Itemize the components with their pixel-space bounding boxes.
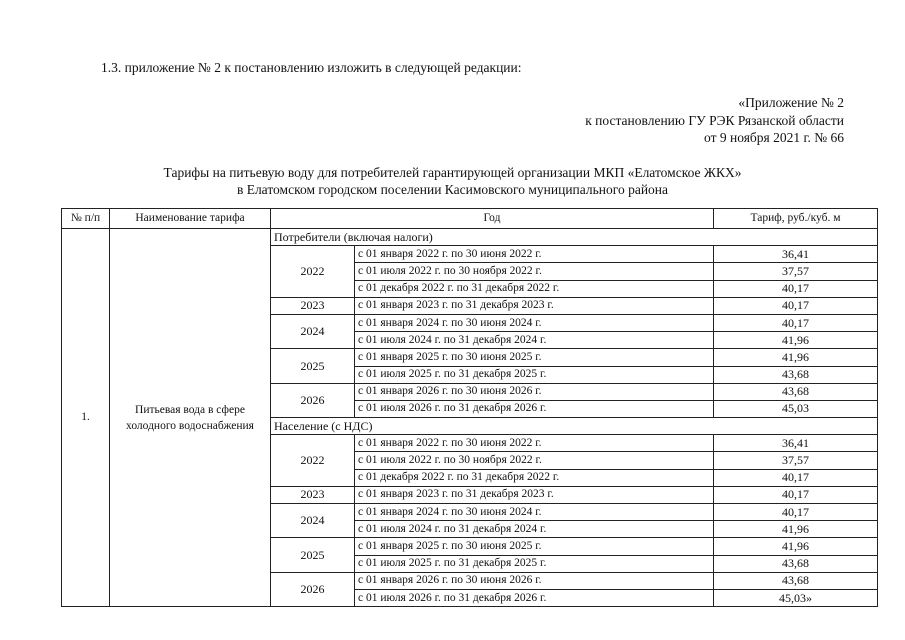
tariff-value-cell: 37,57 bbox=[714, 263, 878, 280]
tariff-value-cell: 40,17 bbox=[714, 504, 878, 521]
tariff-value-cell: 41,96 bbox=[714, 538, 878, 555]
appendix-line-2: к постановлению ГУ РЭК Рязанской области bbox=[585, 112, 844, 128]
year-cell: 2023 bbox=[271, 297, 355, 314]
tariff-value-cell: 43,68 bbox=[714, 366, 878, 383]
year-cell: 2023 bbox=[271, 486, 355, 503]
header-number: № п/п bbox=[62, 209, 110, 229]
year-cell: 2025 bbox=[271, 349, 355, 383]
period-cell: с 01 июля 2025 г. по 31 декабря 2025 г. bbox=[355, 366, 714, 383]
tariff-value-cell: 40,17 bbox=[714, 280, 878, 297]
period-cell: с 01 декабря 2022 г. по 31 декабря 2022 г. bbox=[355, 469, 714, 486]
amendment-intro: 1.3. приложение № 2 к постановлению изложить в следующей редакции: bbox=[101, 60, 522, 75]
tariff-value-cell: 40,17 bbox=[714, 297, 878, 314]
period-cell: с 01 января 2025 г. по 30 июня 2025 г. bbox=[355, 349, 714, 366]
period-cell: с 01 января 2026 г. по 30 июня 2026 г. bbox=[355, 572, 714, 589]
tariff-value-cell: 41,96 bbox=[714, 332, 878, 349]
period-cell: с 01 января 2022 г. по 30 июня 2022 г. bbox=[355, 246, 714, 263]
consumer-group-label: Население (с НДС) bbox=[271, 418, 878, 435]
header-year: Год bbox=[271, 209, 714, 229]
group-row bbox=[62, 229, 878, 246]
tariff-value-cell: 43,68 bbox=[714, 555, 878, 572]
year-cell: 2022 bbox=[271, 435, 355, 487]
year-cell: 2025 bbox=[271, 538, 355, 572]
tariff-value-cell: 40,17 bbox=[714, 469, 878, 486]
period-cell: с 01 декабря 2022 г. по 31 декабря 2022 г. bbox=[355, 280, 714, 297]
tariff-value-cell: 43,68 bbox=[714, 383, 878, 400]
period-cell: с 01 июля 2026 г. по 31 декабря 2026 г. bbox=[355, 589, 714, 606]
year-cell: 2026 bbox=[271, 572, 355, 606]
period-cell: с 01 июля 2022 г. по 30 ноября 2022 г. bbox=[355, 452, 714, 469]
tariff-table bbox=[61, 208, 878, 607]
tariff-value-cell: 41,96 bbox=[714, 521, 878, 538]
year-cell: 2024 bbox=[271, 314, 355, 348]
period-cell: с 01 января 2024 г. по 30 июня 2024 г. bbox=[355, 314, 714, 331]
tariff-value-cell: 36,41 bbox=[714, 246, 878, 263]
tariff-value-cell: 37,57 bbox=[714, 452, 878, 469]
title-line-2: в Елатомском городском поселении Касимовского муниципального района bbox=[236, 182, 669, 197]
appendix-line-3: от 9 ноября 2021 г. № 66 bbox=[704, 130, 844, 145]
tariff-table-body bbox=[62, 229, 878, 607]
consumer-group-label: Потребители (включая налоги) bbox=[271, 229, 878, 246]
period-cell: с 01 января 2024 г. по 30 июня 2024 г. bbox=[355, 504, 714, 521]
year-cell: 2026 bbox=[271, 383, 355, 417]
year-cell: 2022 bbox=[271, 246, 355, 298]
tariff-value-cell: 45,03» bbox=[714, 589, 878, 606]
tariff-value-cell: 40,17 bbox=[714, 486, 878, 503]
period-cell: с 01 июля 2022 г. по 30 ноября 2022 г. bbox=[355, 263, 714, 280]
header-tariff-value: Тариф, руб./куб. м bbox=[714, 209, 878, 229]
header-tariff-name: Наименование тарифа bbox=[110, 209, 271, 229]
title-line-1: Тарифы на питьевую воду для потребителей гарантирующей организации МКП «Елатомское ЖКХ» bbox=[163, 165, 742, 180]
period-cell: с 01 января 2025 г. по 30 июня 2025 г. bbox=[355, 538, 714, 555]
appendix-header bbox=[585, 94, 844, 147]
tariff-value-cell: 36,41 bbox=[714, 435, 878, 452]
document-title bbox=[0, 164, 905, 198]
period-cell: с 01 января 2026 г. по 30 июня 2026 г. bbox=[355, 383, 714, 400]
tariff-value-cell: 45,03 bbox=[714, 400, 878, 417]
tariff-value-cell: 43,68 bbox=[714, 572, 878, 589]
row-number: 1. bbox=[62, 229, 110, 607]
year-cell: 2024 bbox=[271, 504, 355, 538]
period-cell: с 01 июля 2024 г. по 31 декабря 2024 г. bbox=[355, 332, 714, 349]
period-cell: с 01 января 2023 г. по 31 декабря 2023 г. bbox=[355, 297, 714, 314]
period-cell: с 01 января 2022 г. по 30 июня 2022 г. bbox=[355, 435, 714, 452]
tariff-value-cell: 40,17 bbox=[714, 314, 878, 331]
tariff-name: Питьевая вода в сфере холодного водоснабжения bbox=[110, 229, 271, 607]
period-cell: с 01 июля 2024 г. по 31 декабря 2024 г. bbox=[355, 521, 714, 538]
appendix-line-1: «Приложение № 2 bbox=[738, 95, 844, 110]
table-header-row bbox=[62, 209, 878, 229]
period-cell: с 01 января 2023 г. по 31 декабря 2023 г. bbox=[355, 486, 714, 503]
tariff-value-cell: 41,96 bbox=[714, 349, 878, 366]
period-cell: с 01 июля 2026 г. по 31 декабря 2026 г. bbox=[355, 400, 714, 417]
period-cell: с 01 июля 2025 г. по 31 декабря 2025 г. bbox=[355, 555, 714, 572]
